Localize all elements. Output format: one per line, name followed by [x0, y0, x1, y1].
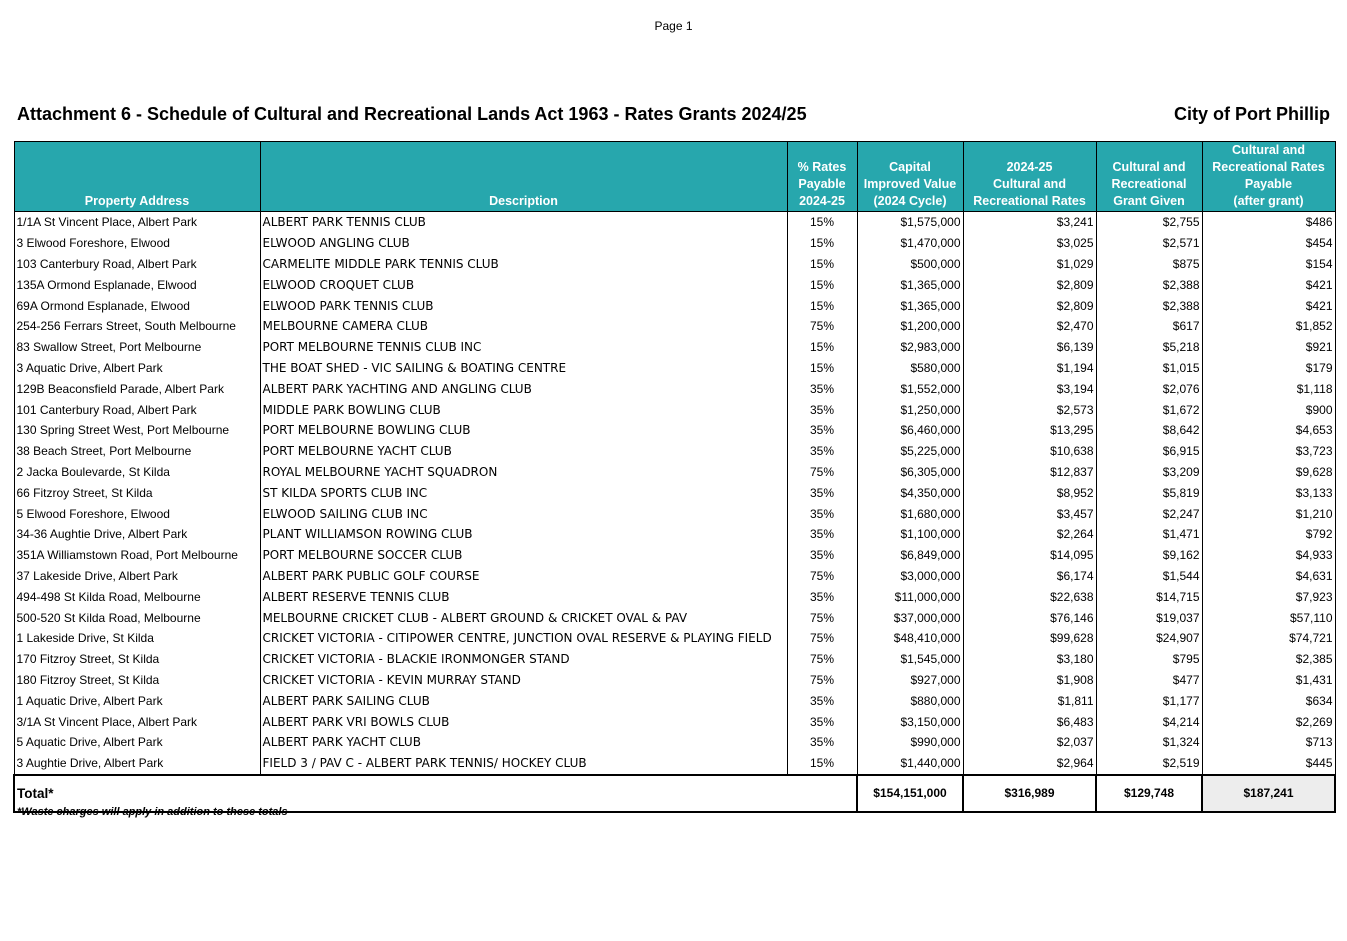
rates-payable-after-grant-cell: $1,210 [1202, 503, 1335, 524]
description-cell: CRICKET VICTORIA - CITIPOWER CENTRE, JUNCTION OVAL RESERVE & PLAYING FIELD [260, 628, 787, 649]
rates-payable-after-grant-cell: $4,933 [1202, 545, 1335, 566]
rates-payable-after-grant-cell: $1,852 [1202, 316, 1335, 337]
property-address-cell: 351A Williamstown Road, Port Melbourne [14, 545, 260, 566]
rates-percent-cell: 15% [787, 233, 857, 254]
header-line: % Rates [797, 160, 847, 174]
total-payable: $187,241 [1202, 775, 1335, 812]
rates-percent-cell: 35% [787, 545, 857, 566]
table-row [14, 753, 1335, 775]
cultural-recreational-rates-cell: $12,837 [963, 462, 1096, 483]
description-cell: ROYAL MELBOURNE YACHT SQUADRON [260, 462, 787, 483]
capital-improved-value-cell: $5,225,000 [857, 441, 963, 462]
rates-percent-cell: 35% [787, 399, 857, 420]
rates-percent-cell: 15% [787, 274, 857, 295]
grant-given-cell: $477 [1096, 670, 1202, 691]
property-address-cell: 38 Beach Street, Port Melbourne [14, 441, 260, 462]
table-row [14, 732, 1335, 753]
header-line: Description [489, 194, 558, 208]
grant-given-cell: $875 [1096, 254, 1202, 275]
description-cell: ALBERT PARK SAILING CLUB [260, 690, 787, 711]
description-cell: ELWOOD CROQUET CLUB [260, 274, 787, 295]
property-address-cell: 1/1A St Vincent Place, Albert Park [14, 212, 260, 233]
cultural-recreational-rates-cell: $1,908 [963, 670, 1096, 691]
capital-improved-value-cell: $48,410,000 [857, 628, 963, 649]
rates-percent-cell: 35% [787, 586, 857, 607]
total-label: Total* [14, 775, 260, 812]
header-line: 2024-25 [799, 194, 845, 208]
description-cell: PLANT WILLIAMSON ROWING CLUB [260, 524, 787, 545]
cultural-recreational-rates-cell: $1,194 [963, 358, 1096, 379]
cultural-recreational-rates-cell: $76,146 [963, 607, 1096, 628]
grant-given-cell: $14,715 [1096, 586, 1202, 607]
description-cell: ST KILDA SPORTS CLUB INC [260, 482, 787, 503]
table-row [14, 254, 1335, 275]
page-number: Page 1 [654, 19, 693, 33]
description-cell: PORT MELBOURNE BOWLING CLUB [260, 420, 787, 441]
col-rates-payable-after-grant-header [1202, 142, 1335, 212]
description-cell: ELWOOD ANGLING CLUB [260, 233, 787, 254]
header-line: Cultural and [1112, 160, 1186, 174]
capital-improved-value-cell: $1,250,000 [857, 399, 963, 420]
table-row [14, 378, 1335, 399]
table-row [14, 399, 1335, 420]
table-row [14, 462, 1335, 483]
description-cell: PORT MELBOURNE TENNIS CLUB INC [260, 337, 787, 358]
rates-payable-after-grant-cell: $1,118 [1202, 378, 1335, 399]
grant-given-cell: $24,907 [1096, 628, 1202, 649]
grant-given-cell: $3,209 [1096, 462, 1202, 483]
total-rates: $316,989 [963, 775, 1096, 812]
description-cell: ELWOOD PARK TENNIS CLUB [260, 295, 787, 316]
footnote: *Waste charges will apply in addition to these totals [17, 806, 288, 818]
col-capital-improved-value-header [857, 142, 963, 212]
rates-payable-after-grant-cell: $634 [1202, 690, 1335, 711]
capital-improved-value-cell: $1,575,000 [857, 212, 963, 233]
cultural-recreational-rates-cell: $99,628 [963, 628, 1096, 649]
table-row [14, 670, 1335, 691]
cultural-recreational-rates-cell: $2,964 [963, 753, 1096, 775]
capital-improved-value-cell: $1,545,000 [857, 649, 963, 670]
cultural-recreational-rates-cell: $3,194 [963, 378, 1096, 399]
header-line: Recreational Rates [973, 194, 1086, 208]
cultural-recreational-rates-cell: $8,952 [963, 482, 1096, 503]
property-address-cell: 3 Aughtie Drive, Albert Park [14, 753, 260, 775]
table-row [14, 690, 1335, 711]
header-line: 2024-25 [1006, 160, 1053, 174]
description-cell: PORT MELBOURNE SOCCER CLUB [260, 545, 787, 566]
property-address-cell: 254-256 Ferrars Street, South Melbourne [14, 316, 260, 337]
table-row [14, 316, 1335, 337]
capital-improved-value-cell: $580,000 [857, 358, 963, 379]
table-row [14, 586, 1335, 607]
rates-percent-cell: 35% [787, 441, 857, 462]
property-address-cell: 1 Lakeside Drive, St Kilda [14, 628, 260, 649]
grant-given-cell: $2,519 [1096, 753, 1202, 775]
description-cell: ELWOOD SAILING CLUB INC [260, 503, 787, 524]
rates-payable-after-grant-cell: $3,723 [1202, 441, 1335, 462]
capital-improved-value-cell: $6,460,000 [857, 420, 963, 441]
rates-percent-cell: 35% [787, 503, 857, 524]
grant-given-cell: $2,571 [1096, 233, 1202, 254]
rates-payable-after-grant-cell: $154 [1202, 254, 1335, 275]
cultural-recreational-rates-cell: $2,470 [963, 316, 1096, 337]
cultural-recreational-rates-cell: $2,573 [963, 399, 1096, 420]
rates-payable-after-grant-cell: $3,133 [1202, 482, 1335, 503]
property-address-cell: 3/1A St Vincent Place, Albert Park [14, 711, 260, 732]
capital-improved-value-cell: $1,470,000 [857, 233, 963, 254]
rates-payable-after-grant-cell: $4,631 [1202, 566, 1335, 587]
property-address-cell: 180 Fitzroy Street, St Kilda [14, 670, 260, 691]
header-line: Cultural and [993, 177, 1066, 191]
table-row [14, 233, 1335, 254]
cultural-recreational-rates-cell: $2,809 [963, 295, 1096, 316]
rates-percent-cell: 15% [787, 254, 857, 275]
property-address-cell: 130 Spring Street West, Port Melbourne [14, 420, 260, 441]
capital-improved-value-cell: $1,552,000 [857, 378, 963, 399]
property-address-cell: 1 Aquatic Drive, Albert Park [14, 690, 260, 711]
table-row [14, 274, 1335, 295]
rates-payable-after-grant-cell: $713 [1202, 732, 1335, 753]
header-line: (2024 Cycle) [873, 194, 947, 208]
table-row [14, 295, 1335, 316]
capital-improved-value-cell: $4,350,000 [857, 482, 963, 503]
description-cell: FIELD 3 / PAV C - ALBERT PARK TENNIS/ HOCKEY CLUB [260, 753, 787, 775]
capital-improved-value-cell: $927,000 [857, 670, 963, 691]
grant-given-cell: $2,076 [1096, 378, 1202, 399]
rates-payable-after-grant-cell: $4,653 [1202, 420, 1335, 441]
capital-improved-value-cell: $11,000,000 [857, 586, 963, 607]
grant-given-cell: $6,915 [1096, 441, 1202, 462]
rates-payable-after-grant-cell: $74,721 [1202, 628, 1335, 649]
rates-percent-cell: 15% [787, 337, 857, 358]
property-address-cell: 3 Aquatic Drive, Albert Park [14, 358, 260, 379]
table-row [14, 337, 1335, 358]
capital-improved-value-cell: $3,000,000 [857, 566, 963, 587]
table-row [14, 420, 1335, 441]
table-row [14, 607, 1335, 628]
description-cell: THE BOAT SHED - VIC SAILING & BOATING CENTRE [260, 358, 787, 379]
description-cell: PORT MELBOURNE YACHT CLUB [260, 441, 787, 462]
table-row [14, 566, 1335, 587]
cultural-recreational-rates-cell: $1,811 [963, 690, 1096, 711]
header-line: Grant Given [1113, 194, 1185, 208]
rates-payable-after-grant-cell: $9,628 [1202, 462, 1335, 483]
grant-given-cell: $1,177 [1096, 690, 1202, 711]
property-address-cell: 500-520 St Kilda Road, Melbourne [14, 607, 260, 628]
cultural-recreational-rates-cell: $1,029 [963, 254, 1096, 275]
grant-given-cell: $1,544 [1096, 566, 1202, 587]
grant-given-cell: $617 [1096, 316, 1202, 337]
rates-percent-cell: 35% [787, 732, 857, 753]
property-address-cell: 101 Canterbury Road, Albert Park [14, 399, 260, 420]
rates-payable-after-grant-cell: $486 [1202, 212, 1335, 233]
rates-percent-cell: 15% [787, 295, 857, 316]
grant-given-cell: $2,247 [1096, 503, 1202, 524]
grant-given-cell: $2,388 [1096, 274, 1202, 295]
rates-payable-after-grant-cell: $792 [1202, 524, 1335, 545]
table-row [14, 212, 1335, 233]
rates-payable-after-grant-cell: $445 [1202, 753, 1335, 775]
capital-improved-value-cell: $1,100,000 [857, 524, 963, 545]
property-address-cell: 494-498 St Kilda Road, Melbourne [14, 586, 260, 607]
description-cell: CRICKET VICTORIA - BLACKIE IRONMONGER STAND [260, 649, 787, 670]
rates-percent-cell: 35% [787, 524, 857, 545]
grant-given-cell: $5,819 [1096, 482, 1202, 503]
rates-percent-cell: 35% [787, 690, 857, 711]
cultural-recreational-rates-cell: $10,638 [963, 441, 1096, 462]
rates-percent-cell: 75% [787, 670, 857, 691]
header-line: Recreational Rates [1212, 160, 1325, 174]
cultural-recreational-rates-cell: $2,264 [963, 524, 1096, 545]
document-title: Attachment 6 - Schedule of Cultural and Recreational Lands Act 1963 - Rates Grants 2024/25 [17, 104, 807, 124]
table-row [14, 649, 1335, 670]
property-address-cell: 83 Swallow Street, Port Melbourne [14, 337, 260, 358]
description-cell: ALBERT PARK YACHTING AND ANGLING CLUB [260, 378, 787, 399]
rates-percent-cell: 75% [787, 316, 857, 337]
table-row [14, 711, 1335, 732]
capital-improved-value-cell: $990,000 [857, 732, 963, 753]
rates-percent-cell: 15% [787, 212, 857, 233]
rates-payable-after-grant-cell: $900 [1202, 399, 1335, 420]
organisation-name: City of Port Phillip [1174, 104, 1330, 124]
rates-percent-cell: 75% [787, 628, 857, 649]
header-line: Cultural and [1232, 143, 1305, 157]
property-address-cell: 66 Fitzroy Street, St Kilda [14, 482, 260, 503]
property-address-cell: 135A Ormond Esplanade, Elwood [14, 274, 260, 295]
grant-given-cell: $2,755 [1096, 212, 1202, 233]
grant-given-cell: $1,471 [1096, 524, 1202, 545]
description-cell: MELBOURNE CAMERA CLUB [260, 316, 787, 337]
col-rates-percent-header [787, 142, 857, 212]
rates-percent-cell: 75% [787, 607, 857, 628]
rates-percent-cell: 75% [787, 462, 857, 483]
cultural-recreational-rates-cell: $3,241 [963, 212, 1096, 233]
rates-payable-after-grant-cell: $421 [1202, 274, 1335, 295]
total-grant: $129,748 [1096, 775, 1202, 812]
rates-payable-after-grant-cell: $454 [1202, 233, 1335, 254]
description-cell: MELBOURNE CRICKET CLUB - ALBERT GROUND & CRICKET OVAL & PAV [260, 607, 787, 628]
description-cell: ALBERT PARK TENNIS CLUB [260, 212, 787, 233]
cultural-recreational-rates-cell: $3,025 [963, 233, 1096, 254]
header-line: Improved Value [863, 177, 957, 191]
capital-improved-value-cell: $6,849,000 [857, 545, 963, 566]
grant-given-cell: $795 [1096, 649, 1202, 670]
property-address-cell: 2 Jacka Boulevarde, St Kilda [14, 462, 260, 483]
total-spacer [260, 775, 857, 812]
rates-payable-after-grant-cell: $921 [1202, 337, 1335, 358]
grant-given-cell: $1,672 [1096, 399, 1202, 420]
cultural-recreational-rates-cell: $2,809 [963, 274, 1096, 295]
rates-percent-cell: 15% [787, 358, 857, 379]
rates-percent-cell: 35% [787, 378, 857, 399]
capital-improved-value-cell: $3,150,000 [857, 711, 963, 732]
header-line: Recreational [1111, 177, 1187, 191]
cultural-recreational-rates-cell: $14,095 [963, 545, 1096, 566]
property-address-cell: 37 Lakeside Drive, Albert Park [14, 566, 260, 587]
cultural-recreational-rates-cell: $3,457 [963, 503, 1096, 524]
rates-grants-table [13, 141, 1336, 813]
property-address-cell: 103 Canterbury Road, Albert Park [14, 254, 260, 275]
table-row [14, 503, 1335, 524]
header-line: Property Address [84, 194, 190, 208]
description-cell: ALBERT PARK PUBLIC GOLF COURSE [260, 566, 787, 587]
capital-improved-value-cell: $1,680,000 [857, 503, 963, 524]
rates-payable-after-grant-cell: $57,110 [1202, 607, 1335, 628]
rates-payable-after-grant-cell: $2,269 [1202, 711, 1335, 732]
grant-given-cell: $4,214 [1096, 711, 1202, 732]
grant-given-cell: $5,218 [1096, 337, 1202, 358]
cultural-recreational-rates-cell: $22,638 [963, 586, 1096, 607]
cultural-recreational-rates-cell: $6,139 [963, 337, 1096, 358]
table-row [14, 524, 1335, 545]
capital-improved-value-cell: $1,440,000 [857, 753, 963, 775]
property-address-cell: 34-36 Aughtie Drive, Albert Park [14, 524, 260, 545]
header-line: Payable [798, 177, 846, 191]
cultural-recreational-rates-cell: $3,180 [963, 649, 1096, 670]
col-cultural-recreational-rates-header [963, 142, 1096, 212]
capital-improved-value-cell: $500,000 [857, 254, 963, 275]
capital-improved-value-cell: $880,000 [857, 690, 963, 711]
description-cell: ALBERT RESERVE TENNIS CLUB [260, 586, 787, 607]
grant-given-cell: $19,037 [1096, 607, 1202, 628]
property-address-cell: 5 Aquatic Drive, Albert Park [14, 732, 260, 753]
rates-percent-cell: 35% [787, 711, 857, 732]
col-description-header [260, 142, 787, 212]
property-address-cell: 170 Fitzroy Street, St Kilda [14, 649, 260, 670]
cultural-recreational-rates-cell: $6,174 [963, 566, 1096, 587]
grant-given-cell: $1,324 [1096, 732, 1202, 753]
description-cell: CRICKET VICTORIA - KEVIN MURRAY STAND [260, 670, 787, 691]
property-address-cell: 3 Elwood Foreshore, Elwood [14, 233, 260, 254]
grant-given-cell: $9,162 [1096, 545, 1202, 566]
cultural-recreational-rates-cell: $2,037 [963, 732, 1096, 753]
description-cell: MIDDLE PARK BOWLING CLUB [260, 399, 787, 420]
table-row [14, 358, 1335, 379]
rates-payable-after-grant-cell: $7,923 [1202, 586, 1335, 607]
rates-payable-after-grant-cell: $1,431 [1202, 670, 1335, 691]
capital-improved-value-cell: $6,305,000 [857, 462, 963, 483]
rates-payable-after-grant-cell: $421 [1202, 295, 1335, 316]
table-row [14, 545, 1335, 566]
table-row [14, 482, 1335, 503]
description-cell: ALBERT PARK YACHT CLUB [260, 732, 787, 753]
grant-given-cell: $8,642 [1096, 420, 1202, 441]
capital-improved-value-cell: $1,365,000 [857, 295, 963, 316]
description-cell: CARMELITE MIDDLE PARK TENNIS CLUB [260, 254, 787, 275]
capital-improved-value-cell: $37,000,000 [857, 607, 963, 628]
table-header-row [14, 142, 1335, 212]
header-line: (after grant) [1233, 194, 1304, 208]
cultural-recreational-rates-cell: $6,483 [963, 711, 1096, 732]
grant-given-cell: $2,388 [1096, 295, 1202, 316]
total-capital-value: $154,151,000 [857, 775, 963, 812]
header-line: Payable [1244, 177, 1293, 191]
rates-percent-cell: 75% [787, 566, 857, 587]
rates-percent-cell: 35% [787, 482, 857, 503]
table-row [14, 441, 1335, 462]
cultural-recreational-rates-cell: $13,295 [963, 420, 1096, 441]
property-address-cell: 5 Elwood Foreshore, Elwood [14, 503, 260, 524]
property-address-cell: 69A Ormond Esplanade, Elwood [14, 295, 260, 316]
col-property-address-header [14, 142, 260, 212]
rates-percent-cell: 35% [787, 420, 857, 441]
capital-improved-value-cell: $1,200,000 [857, 316, 963, 337]
grant-given-cell: $1,015 [1096, 358, 1202, 379]
rates-percent-cell: 75% [787, 649, 857, 670]
col-grant-given-header [1096, 142, 1202, 212]
capital-improved-value-cell: $2,983,000 [857, 337, 963, 358]
rates-payable-after-grant-cell: $2,385 [1202, 649, 1335, 670]
table-body [14, 212, 1335, 775]
description-cell: ALBERT PARK VRI BOWLS CLUB [260, 711, 787, 732]
rates-percent-cell: 15% [787, 753, 857, 775]
rates-payable-after-grant-cell: $179 [1202, 358, 1335, 379]
table-row [14, 628, 1335, 649]
capital-improved-value-cell: $1,365,000 [857, 274, 963, 295]
header-line: Capital [889, 160, 931, 174]
property-address-cell: 129B Beaconsfield Parade, Albert Park [14, 378, 260, 399]
